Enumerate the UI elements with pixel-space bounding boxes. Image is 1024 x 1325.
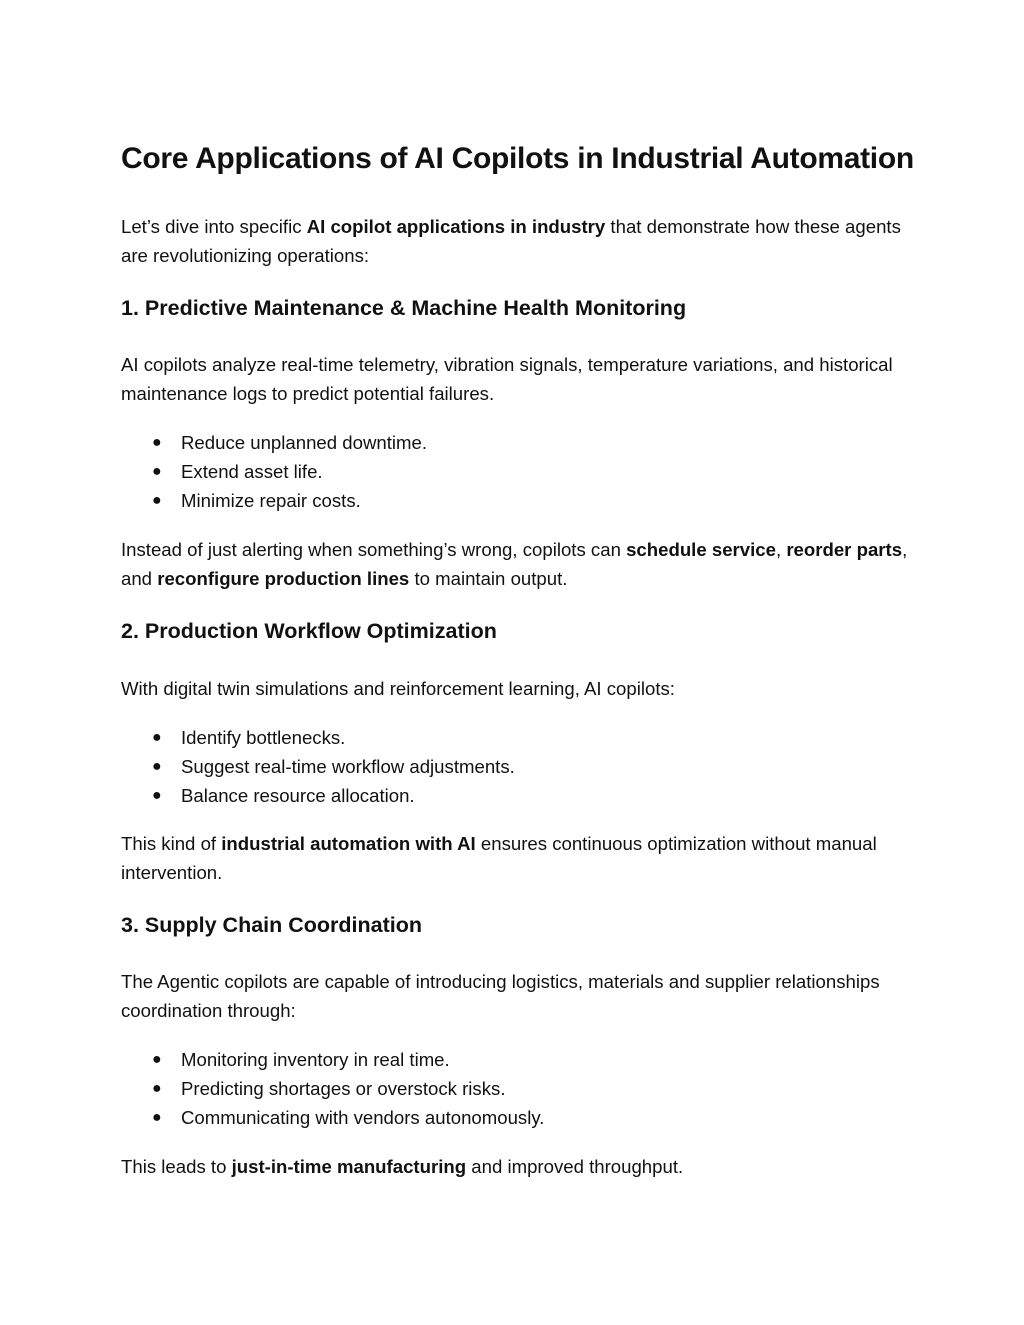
bullet-list [121,723,515,810]
closing-bold: reconfigure production lines [157,568,410,589]
closing-text: and improved throughput. [466,1156,684,1177]
intro-paragraph [121,212,911,270]
section-paragraph: With digital twin simulations and reinforcement learning, AI copilots: [121,678,675,699]
bullet-list [121,428,427,515]
closing-text: This kind of [121,833,222,854]
list-item-text: Identify bottlenecks. [181,727,346,748]
closing-bold: industrial automation with AI [221,833,476,854]
closing-text: , and [121,539,908,589]
list-item-text: Minimize repair costs. [181,490,361,511]
bullet-icon: ● [152,1080,162,1097]
section-heading-supply-chain: 3. Supply Chain Coordination [121,913,422,937]
list-item [121,752,515,781]
list-item-text: Suggest real-time workflow adjustments. [181,756,515,777]
bullet-icon: ● [152,758,162,775]
list-item-text: Reduce unplanned downtime. [181,432,428,453]
closing-text: , [775,539,787,560]
list-item-text: Balance resource allocation. [181,785,415,806]
closing-bold: just-in-time manufacturing [231,1156,467,1177]
bullet-icon: ● [152,1109,162,1126]
closing-text: This leads to [121,1156,232,1177]
closing-text: ensures continuous optimization without manual intervention. [121,833,877,883]
list-item [121,428,427,457]
section-closing-paragraph [121,535,911,593]
list-item [121,1103,544,1132]
list-item-text: Monitoring inventory in real time. [181,1049,450,1070]
intro-text: Let’s dive into specific [121,216,307,237]
list-item-text: Predicting shortages or overstock risks. [181,1078,506,1099]
list-item [121,781,515,810]
list-item [121,1074,544,1103]
intro-text: that demonstrate how these agents are revolutionizing operations: [121,216,901,266]
bullet-icon: ● [152,729,162,746]
section-closing-paragraph [121,829,911,887]
section-paragraph: AI copilots analyze real-time telemetry, vibration signals, temperature variations, and historical maintenance logs to predict potential failures. [121,354,893,404]
page-title: Core Applications of AI Copilots in Industrial Automation [121,142,914,175]
intro-bold: AI copilot applications in industry [306,216,606,237]
bullet-icon: ● [152,787,162,804]
closing-text: Instead of just alerting when something’s wrong, copilots can [121,539,627,560]
closing-text: to maintain output. [409,568,568,589]
section-heading-workflow-optimization: 2. Production Workflow Optimization [121,619,497,643]
bullet-list [121,1045,544,1132]
list-item [121,723,515,752]
section-closing-paragraph [121,1152,911,1181]
list-item [121,457,427,486]
closing-bold: reorder parts [786,539,903,560]
section-paragraph: The Agentic copilots are capable of introducing logistics, materials and supplier relationships coordination through: [121,971,880,1021]
section-heading-predictive-maintenance: 1. Predictive Maintenance & Machine Health Monitoring [121,296,687,320]
closing-bold: schedule service [626,539,776,560]
list-item-text: Extend asset life. [181,461,323,482]
bullet-icon: ● [152,1051,162,1068]
list-item-text: Communicating with vendors autonomously. [181,1107,545,1128]
bullet-icon: ● [152,463,162,480]
list-item [121,1045,544,1074]
list-item [121,486,427,515]
bullet-icon: ● [152,492,162,509]
bullet-icon: ● [152,434,162,451]
